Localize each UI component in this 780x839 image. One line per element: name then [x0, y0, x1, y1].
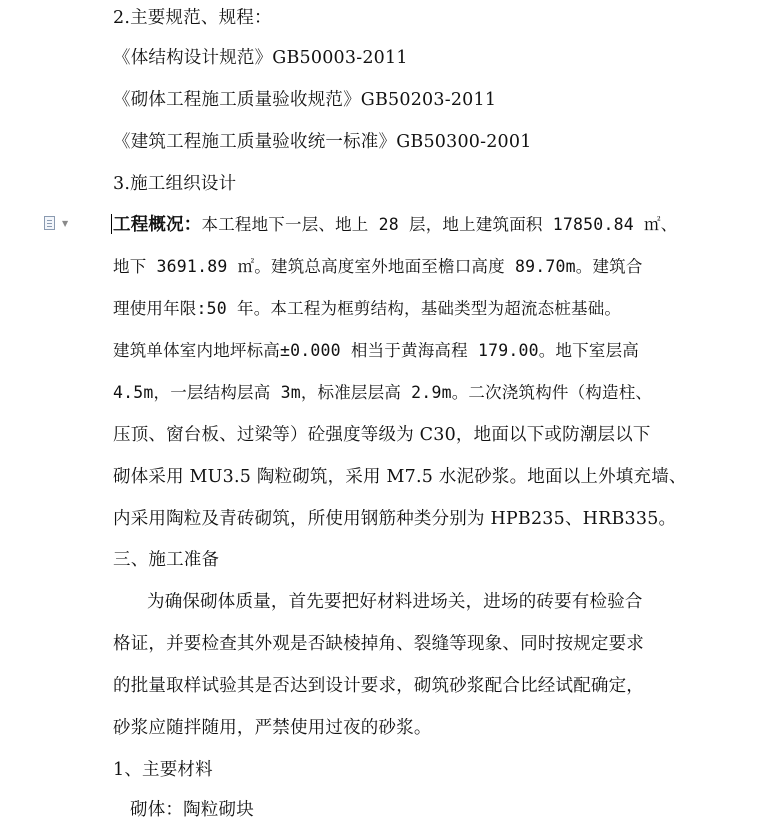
- overview-text: 本工程地下一层、地上 28 层，地上建筑面积 17850.84 ㎡、: [201, 215, 678, 234]
- section-heading-standards: 2.主要规范、规程：: [113, 8, 272, 28]
- standard-item: 《体结构设计规范》GB50003-2011: [113, 48, 408, 68]
- standard-item: 《砌体工程施工质量验收规范》GB50203-2011: [113, 90, 497, 110]
- standard-item: 《建筑工程施工质量验收统一标准》GB50300-2001: [113, 132, 532, 152]
- prep-paragraph-line: 格证，并要检查其外观是否缺棱掉角、裂缝等现象、同时按规定要求: [113, 634, 644, 654]
- prep-paragraph-line: 砂浆应随拌随用，严禁使用过夜的砂浆。: [113, 718, 432, 738]
- overview-text: 内采用陶粒及青砖砌筑，所使用钢筋种类分别为 HPB235、HRB335。: [113, 509, 677, 529]
- overview-text: 4.5m，一层结构层高 3m，标准层层高 2.9m。二次浇筑构件（构造柱、: [113, 383, 653, 402]
- chapter-heading-preparation: 三、施工准备: [113, 550, 220, 570]
- materials-item: 砌体：陶粒砌块: [130, 800, 254, 820]
- prep-paragraph-line: 的批量取样试验其是否达到设计要求，砌筑砂浆配合比经试配确定，: [113, 676, 644, 696]
- overview-text: 砌体采用 MU3.5 陶粒砌筑，采用 M7.5 水泥砂浆。地面以上外填充墙、: [113, 467, 687, 487]
- overview-text: 地下 3691.89 ㎡。建筑总高度室外地面至檐口高度 89.70m。建筑合: [113, 257, 643, 276]
- prep-paragraph-line: 为确保砌体质量，首先要把好材料进场关，进场的砖要有检验合: [147, 592, 643, 612]
- section-heading-construction-design: 3.施工组织设计: [113, 174, 237, 194]
- materials-heading: 1、主要材料: [113, 760, 213, 780]
- overview-label: 工程概况：: [113, 215, 202, 235]
- chevron-down-icon[interactable]: ▼: [62, 219, 69, 228]
- overview-text: 理使用年限:50 年。本工程为框剪结构，基础类型为超流态桩基础。: [113, 299, 622, 318]
- paragraph-document-icon[interactable]: [44, 216, 55, 230]
- overview-text: 建筑单体室内地坪标高±0.000 相当于黄海高程 179.00。地下室层高: [113, 341, 639, 360]
- text-cursor: [111, 214, 112, 234]
- overview-text: 压顶、窗台板、过梁等）砼强度等级为 C30，地面以下或防潮层以下: [113, 425, 651, 445]
- overview-first-line: [113, 213, 677, 237]
